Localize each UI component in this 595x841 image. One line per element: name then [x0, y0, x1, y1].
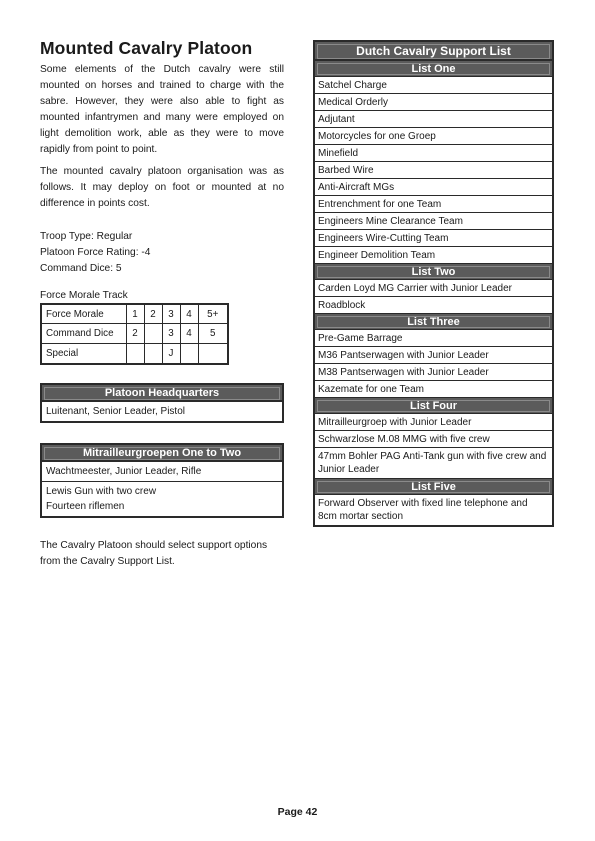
force-morale-track-label: Force Morale Track	[40, 289, 128, 301]
intro-paragraph: Some elements of the Dutch cavalry were still mounted on horses and trained to charge with the sabre. However, they were also able to fight as mounted infantrymen and many were employed on light demolition work, able as they were to move rapidly from point to point.	[40, 64, 284, 156]
track-cell: 3	[162, 304, 180, 324]
mit-line: Lewis Gun with two crew	[46, 485, 157, 497]
track-cell: 4	[180, 304, 198, 324]
track-row-label: Force Morale	[41, 304, 126, 324]
support-list-box	[313, 40, 554, 527]
closing-paragraph: The Cavalry Platoon should select support options from the Cavalry Support List.	[40, 539, 268, 567]
table-row	[41, 344, 228, 364]
track-cell: 5+	[198, 304, 228, 324]
track-cell	[144, 344, 162, 364]
hq-line: Luitenant, Senior Leader, Pistol	[46, 405, 185, 417]
list-item: Entrenchment for one Team	[315, 196, 552, 213]
list-item: Minefield	[315, 145, 552, 162]
list-item: Mitrailleurgroep with Junior Leader	[315, 414, 552, 431]
track-cell: 2	[126, 324, 144, 344]
list-item: Anti-Aircraft MGs	[315, 179, 552, 196]
list-item: Schwarzlose M.08 MMG with five crew	[315, 431, 552, 448]
support-list-title: Dutch Cavalry Support List	[315, 42, 552, 61]
list-item: Satchel Charge	[315, 77, 552, 94]
list-item: Engineers Wire-Cutting Team	[315, 230, 552, 247]
page-title: Mounted Cavalry Platoon	[40, 38, 253, 58]
list-four-heading: List Four	[315, 398, 552, 414]
mitrailleurgroepen-heading: Mitrailleurgroepen One to Two	[42, 445, 282, 462]
track-cell: 3	[162, 324, 180, 344]
track-cell	[126, 344, 144, 364]
list-item: M36 Pantserwagen with Junior Leader	[315, 347, 552, 364]
list-item: Adjutant	[315, 111, 552, 128]
list-item: Engineers Mine Clearance Team	[315, 213, 552, 230]
list-item: Carden Loyd MG Carrier with Junior Leader	[315, 280, 552, 297]
track-row-label: Command Dice	[41, 324, 126, 344]
track-cell	[144, 324, 162, 344]
spacer	[40, 217, 284, 229]
list-two-heading: List Two	[315, 264, 552, 280]
track-cell	[180, 344, 198, 364]
platoon-headquarters-heading: Platoon Headquarters	[42, 385, 282, 402]
track-cell: 2	[144, 304, 162, 324]
platoon-force-rating: Platoon Force Rating: -4	[40, 246, 151, 258]
command-dice: Command Dice: 5	[40, 262, 122, 274]
platoon-headquarters-box	[40, 383, 284, 423]
mit-line: Fourteen riflemen	[46, 500, 125, 512]
track-row-label: Special	[41, 344, 126, 364]
list-three-heading: List Three	[315, 314, 552, 330]
track-cell	[198, 344, 228, 364]
list-item: Medical Orderly	[315, 94, 552, 111]
table-row	[41, 304, 228, 324]
list-item: Barbed Wire	[315, 162, 552, 179]
list-item: Motorcycles for one Groep	[315, 128, 552, 145]
platoon-headquarters-body	[42, 402, 282, 421]
mitrailleurgroepen-box	[40, 443, 284, 518]
list-item: Engineer Demolition Team	[315, 247, 552, 264]
list-item: Forward Observer with fixed line telephone and 8cm mortar section	[318, 498, 528, 522]
track-cell: 4	[180, 324, 198, 344]
list-item: Kazemate for one Team	[315, 381, 552, 398]
track-cell: 5	[198, 324, 228, 344]
organisation-paragraph: The mounted cavalry platoon organisation was as follows. It may deploy on foot or mounted at no difference in points cost.	[40, 165, 284, 209]
track-cell: 1	[126, 304, 144, 324]
list-one-heading: List One	[315, 61, 552, 77]
mitrailleurgroepen-troops	[42, 482, 282, 516]
mitrailleurgroepen-leader: Wachtmeester, Junior Leader, Rifle	[42, 462, 282, 482]
page-number: Page 42	[277, 806, 318, 818]
list-item: Roadblock	[315, 297, 552, 314]
list-five-heading: List Five	[315, 479, 552, 495]
platoon-column	[40, 38, 284, 570]
list-item: M38 Pantserwagen with Junior Leader	[315, 364, 552, 381]
list-item: Pre-Game Barrage	[315, 330, 552, 347]
troop-type: Troop Type: Regular	[40, 230, 133, 242]
table-row	[41, 324, 228, 344]
track-cell: J	[162, 344, 180, 364]
list-item: 47mm Bohler PAG Anti-Tank gun with five crew and Junior Leader	[315, 448, 552, 479]
force-morale-track-table	[40, 303, 229, 365]
